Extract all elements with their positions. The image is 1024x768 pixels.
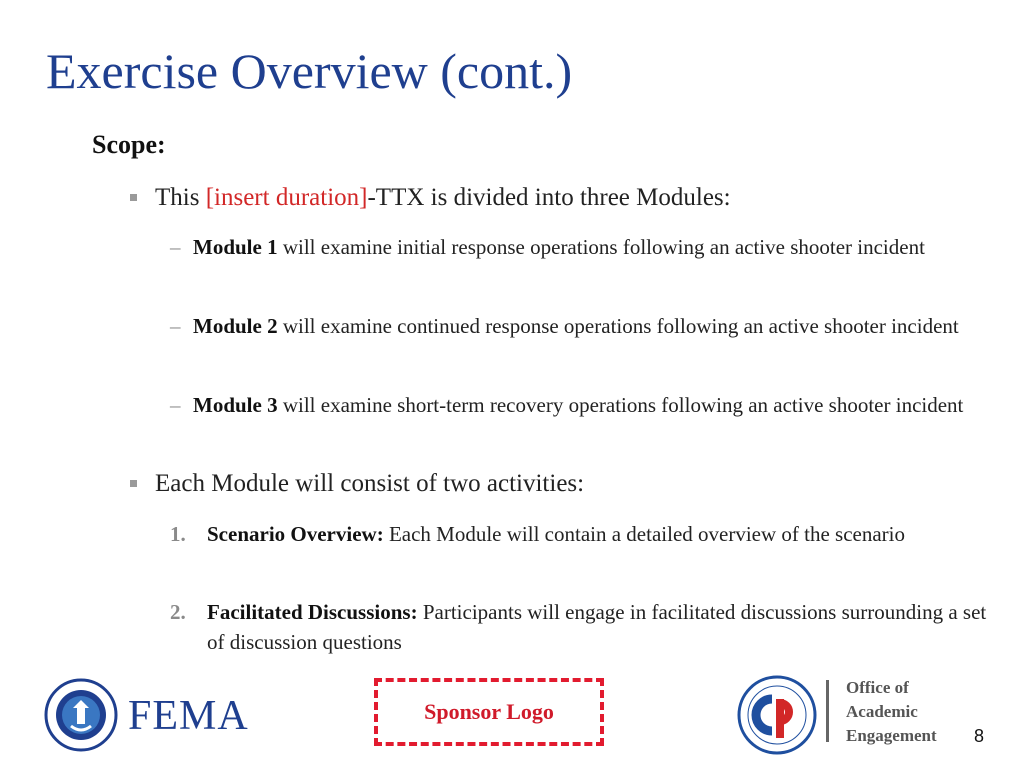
module-item-2: – Module 2 will examine continued response operations following an active shooter incident [170,311,990,341]
dash-marker: – [170,235,181,259]
duration-placeholder: [insert duration] [205,184,368,211]
dhs-seal-icon [44,678,118,752]
scope-heading: Scope: [92,130,166,159]
bullet-text: This [insert duration]-TTX is divided into three Modules: [155,184,731,211]
list-number: 1. [170,522,186,546]
campus-resilience-logo-icon [736,674,818,756]
square-bullet-icon [130,194,137,201]
divider [826,680,829,742]
office-of-academic-engagement: Office of Academic Engagement [846,678,937,745]
activity-item-2: 2. Facilitated Discussions: Participants will engage in facilitated discussions surrounding a set of discussion questions [170,597,990,657]
module-item-3: – Module 3 will examine short-term recovery operations following an active shooter incident [170,390,990,420]
list-number: 2. [170,600,186,624]
dash-marker: – [170,314,181,338]
sponsor-logo-placeholder: Sponsor Logo [374,678,604,746]
slide-footer [0,670,1024,768]
square-bullet-icon [130,480,137,487]
module-item-1: – Module 1 will examine initial response operations following an active shooter incident [170,232,990,262]
page-title: Exercise Overview (cont.) [46,43,573,99]
dash-marker: – [170,393,181,417]
activity-item-1: 1. Scenario Overview: Each Module will contain a detailed overview of the scenario [170,519,990,549]
fema-logo-text: FEMA [128,693,249,739]
page-number: 8 [974,726,985,746]
